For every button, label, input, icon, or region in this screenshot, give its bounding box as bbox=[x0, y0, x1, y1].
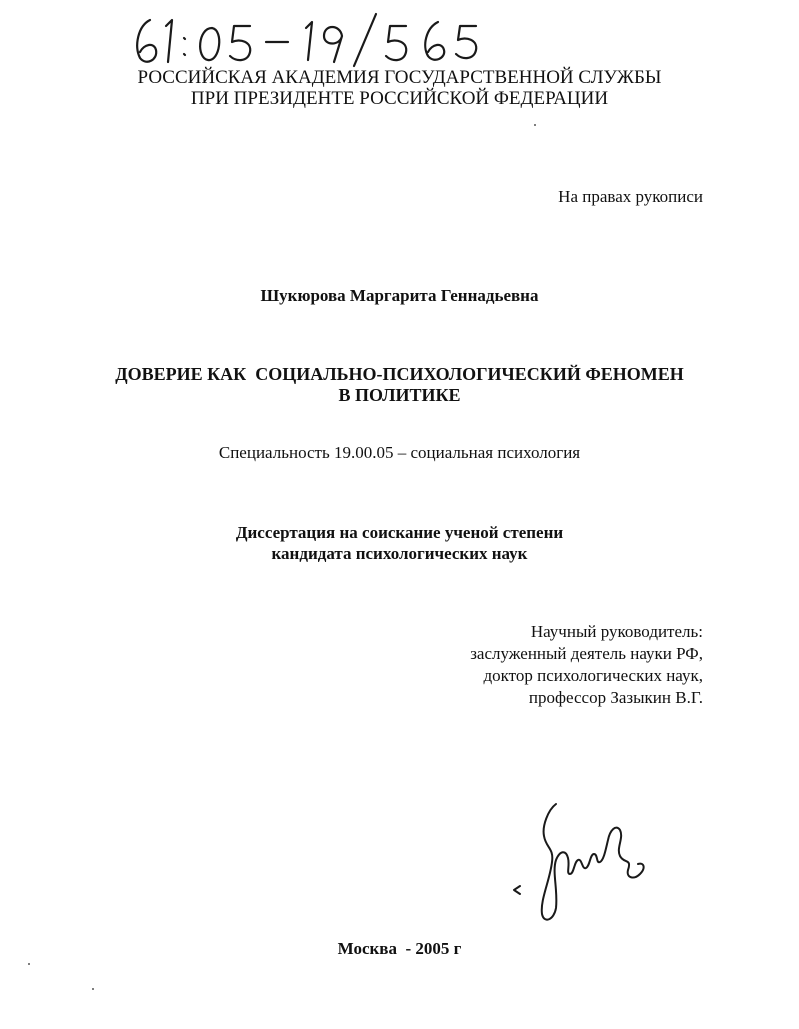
supervisor-block bbox=[470, 621, 703, 709]
degree-line-2: кандидата психологических наук bbox=[271, 544, 528, 563]
author-name: Шукюрова Маргарита Геннадьевна bbox=[260, 286, 539, 305]
handwritten-registry-number bbox=[128, 6, 478, 70]
organization-line-2: ПРИ ПРЕЗИДЕНТЕ РОССИЙСКОЙ ФЕДЕРАЦИИ bbox=[190, 88, 609, 109]
title-line-1: ДОВЕРИЕ КАК СОЦИАЛЬНО-ПСИХОЛОГИЧЕСКИЙ ФЕНОМЕН bbox=[115, 364, 684, 384]
supervisor-line-1: Научный руководитель: bbox=[530, 622, 703, 641]
organization-line-1: РОССИЙСКАЯ АКАДЕМИЯ ГОСУДАРСТВЕННОЙ СЛУЖБЫ bbox=[137, 67, 662, 88]
manuscript-note: На правах рукописи bbox=[558, 187, 703, 206]
scan-speck bbox=[28, 963, 30, 965]
supervisor-line-3: доктор психологических наук, bbox=[483, 666, 703, 685]
city-year: Москва - 2005 г bbox=[337, 939, 462, 958]
signature bbox=[508, 800, 658, 930]
title-line-2: В ПОЛИТИКЕ bbox=[338, 385, 461, 405]
scan-speck bbox=[92, 988, 94, 990]
supervisor-line-4: профессор Зазыкин В.Г. bbox=[528, 688, 703, 707]
specialty: Специальность 19.00.05 – социальная психология bbox=[218, 443, 581, 462]
scan-speck bbox=[534, 124, 536, 126]
degree-line-1: Диссертация на соискание ученой степени bbox=[235, 523, 564, 542]
supervisor-line-2: заслуженный деятель науки РФ, bbox=[470, 644, 703, 663]
